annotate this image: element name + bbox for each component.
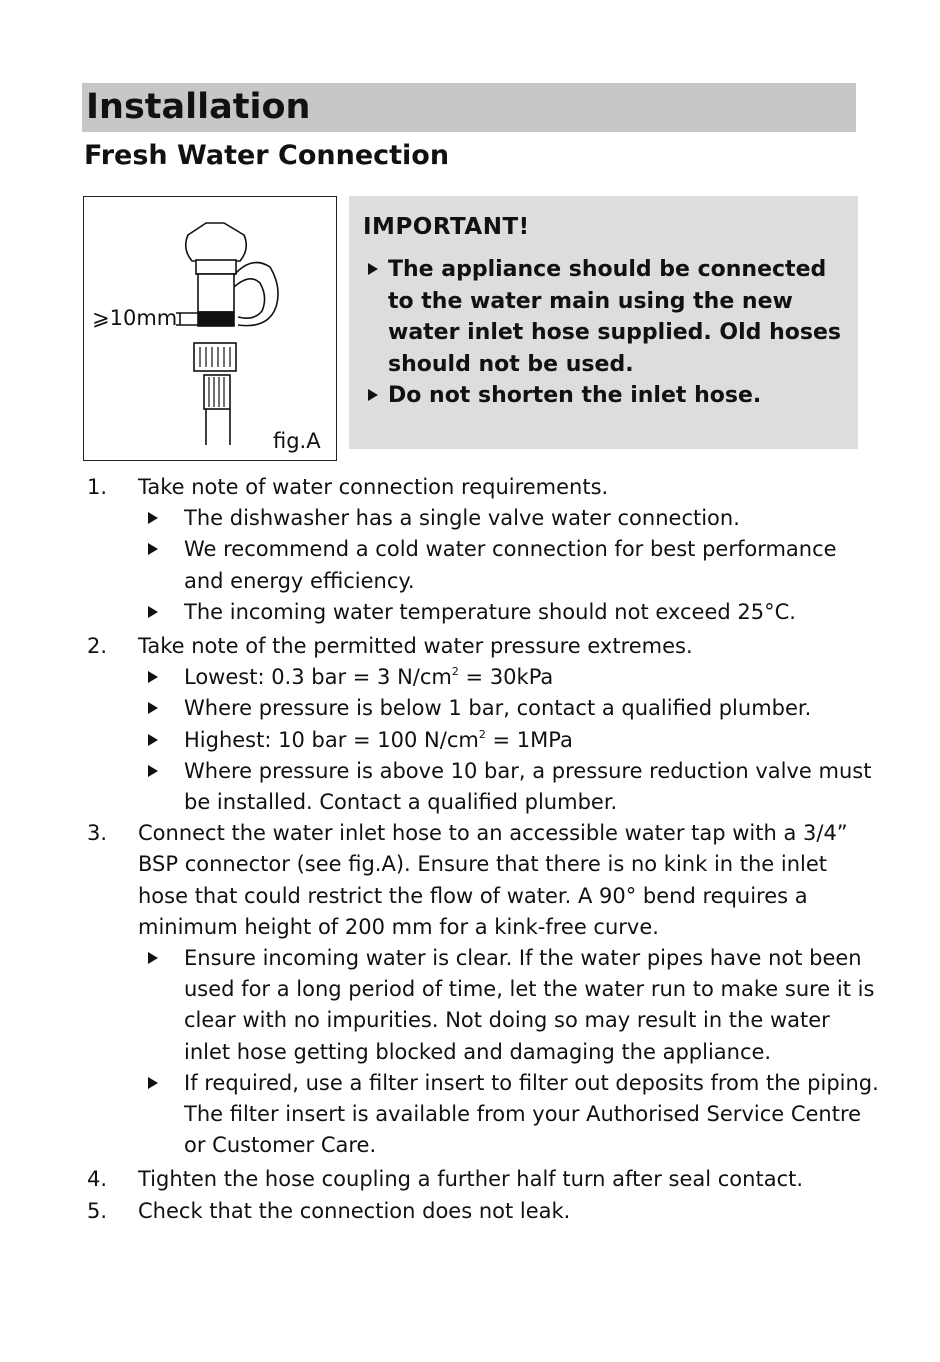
step-text: Check that the connection does not leak.: [138, 1198, 571, 1223]
step-5: [80, 1196, 880, 1227]
thread-band: [198, 312, 234, 326]
bullet-text: Highest: 10 bar = 100 $N/cm^2 = 1MPa$: [184, 727, 573, 752]
tap-knob: [186, 223, 247, 261]
bullet-item: [138, 943, 880, 1068]
step-number: 3.: [87, 821, 108, 846]
figure-caption: fig.A: [273, 429, 321, 453]
step-2: [80, 631, 880, 818]
bullet-arrow-icon: [148, 1077, 158, 1089]
bullet-text: Where pressure is above 10 bar, a pressure reduction valve must be installed. Contact a qualified plumber.: [184, 758, 872, 815]
step-text: Take note of water connection requirements.: [138, 475, 609, 499]
bullet-item: [138, 693, 880, 724]
bullet-arrow-icon: [148, 606, 158, 618]
bullet-text: The dishwasher has a single valve water connection.: [184, 506, 740, 531]
bullet-item: [138, 534, 880, 596]
important-item-text: The appliance should be connected to the water main using the new water inlet hose supplied. Old hoses should not be used.: [388, 257, 841, 377]
step-text: Connect the water inlet hose to an accessible water tap with a 3/4” BSP connector (see fig.A). Ensure that there is no kink in the inlet hose that could restrict the flow of water. A 90° bend requires a minimum height of 200 mm for a kink-free curve.: [138, 821, 848, 939]
section-title: Installation: [86, 87, 311, 127]
bullet-arrow-icon: [368, 389, 378, 401]
step-number: 1.: [87, 475, 108, 499]
important-notice: [349, 196, 858, 449]
bullet-item: [138, 597, 880, 628]
step-number: 4.: [87, 1167, 108, 1192]
important-item: [363, 380, 853, 412]
important-item: [363, 254, 853, 380]
step-text: Tighten the hose coupling a further half turn after seal contact.: [138, 1167, 804, 1192]
step-bullets: [138, 943, 880, 1161]
bullet-item: [138, 756, 880, 818]
figure-a: [83, 196, 337, 461]
bullet-text: If required, use a filter insert to filter out deposits from the piping. The filter insert is available from your Authorised Service Centre or Customer Care.: [184, 1070, 879, 1158]
bullet-arrow-icon: [148, 671, 158, 683]
bullet-arrow-icon: [148, 952, 158, 964]
bullet-arrow-icon: [148, 702, 158, 714]
bullet-arrow-icon: [148, 765, 158, 777]
bullet-item: [138, 662, 880, 693]
bullet-item: [138, 725, 880, 756]
bullet-text: We recommend a cold water connection for best performance and energy efficiency.: [184, 537, 837, 593]
tap-collar: [196, 260, 236, 274]
bullet-item: [138, 1068, 880, 1162]
important-item-text: Do not shorten the inlet hose.: [388, 383, 762, 408]
dimension-label: ⩾10mm: [92, 306, 178, 330]
important-list: [363, 254, 853, 412]
important-title: IMPORTANT!: [363, 214, 530, 240]
step-bullets: [138, 503, 880, 628]
step-number: 5.: [87, 1198, 108, 1223]
step-3: [80, 818, 880, 1161]
bullet-arrow-icon: [368, 263, 378, 275]
step-number: 2.: [87, 634, 108, 659]
bullet-text: Ensure incoming water is clear. If the water pipes have not been used for a long period of time, let the water run to make sure it is clear with no impurities. Not doing so may result in the water inlet hose getting blocked and damaging the appliance.: [184, 946, 875, 1064]
hose-coupling: [204, 375, 230, 409]
step-bullets: [138, 662, 880, 818]
bullet-text: Lowest: 0.3 bar = 3 $N/cm^2 = 30kPa$: [184, 665, 554, 690]
bullet-text: Where pressure is below 1 bar, contact a qualified plumber.: [184, 696, 812, 721]
bullet-text: The incoming water temperature should not exceed 25°C.: [184, 599, 796, 624]
tap-body: [198, 274, 234, 312]
subsection-title: Fresh Water Connection: [84, 140, 450, 171]
step-text: Take note of the permitted water pressure extremes.: [138, 634, 693, 659]
bullet-arrow-icon: [148, 543, 158, 555]
bullet-arrow-icon: [148, 512, 158, 524]
installation-steps: [80, 472, 880, 1227]
step-4: [80, 1164, 880, 1195]
step-1: [80, 472, 880, 628]
bullet-arrow-icon: [148, 734, 158, 746]
bullet-item: [138, 503, 880, 534]
section-header: [82, 83, 856, 132]
